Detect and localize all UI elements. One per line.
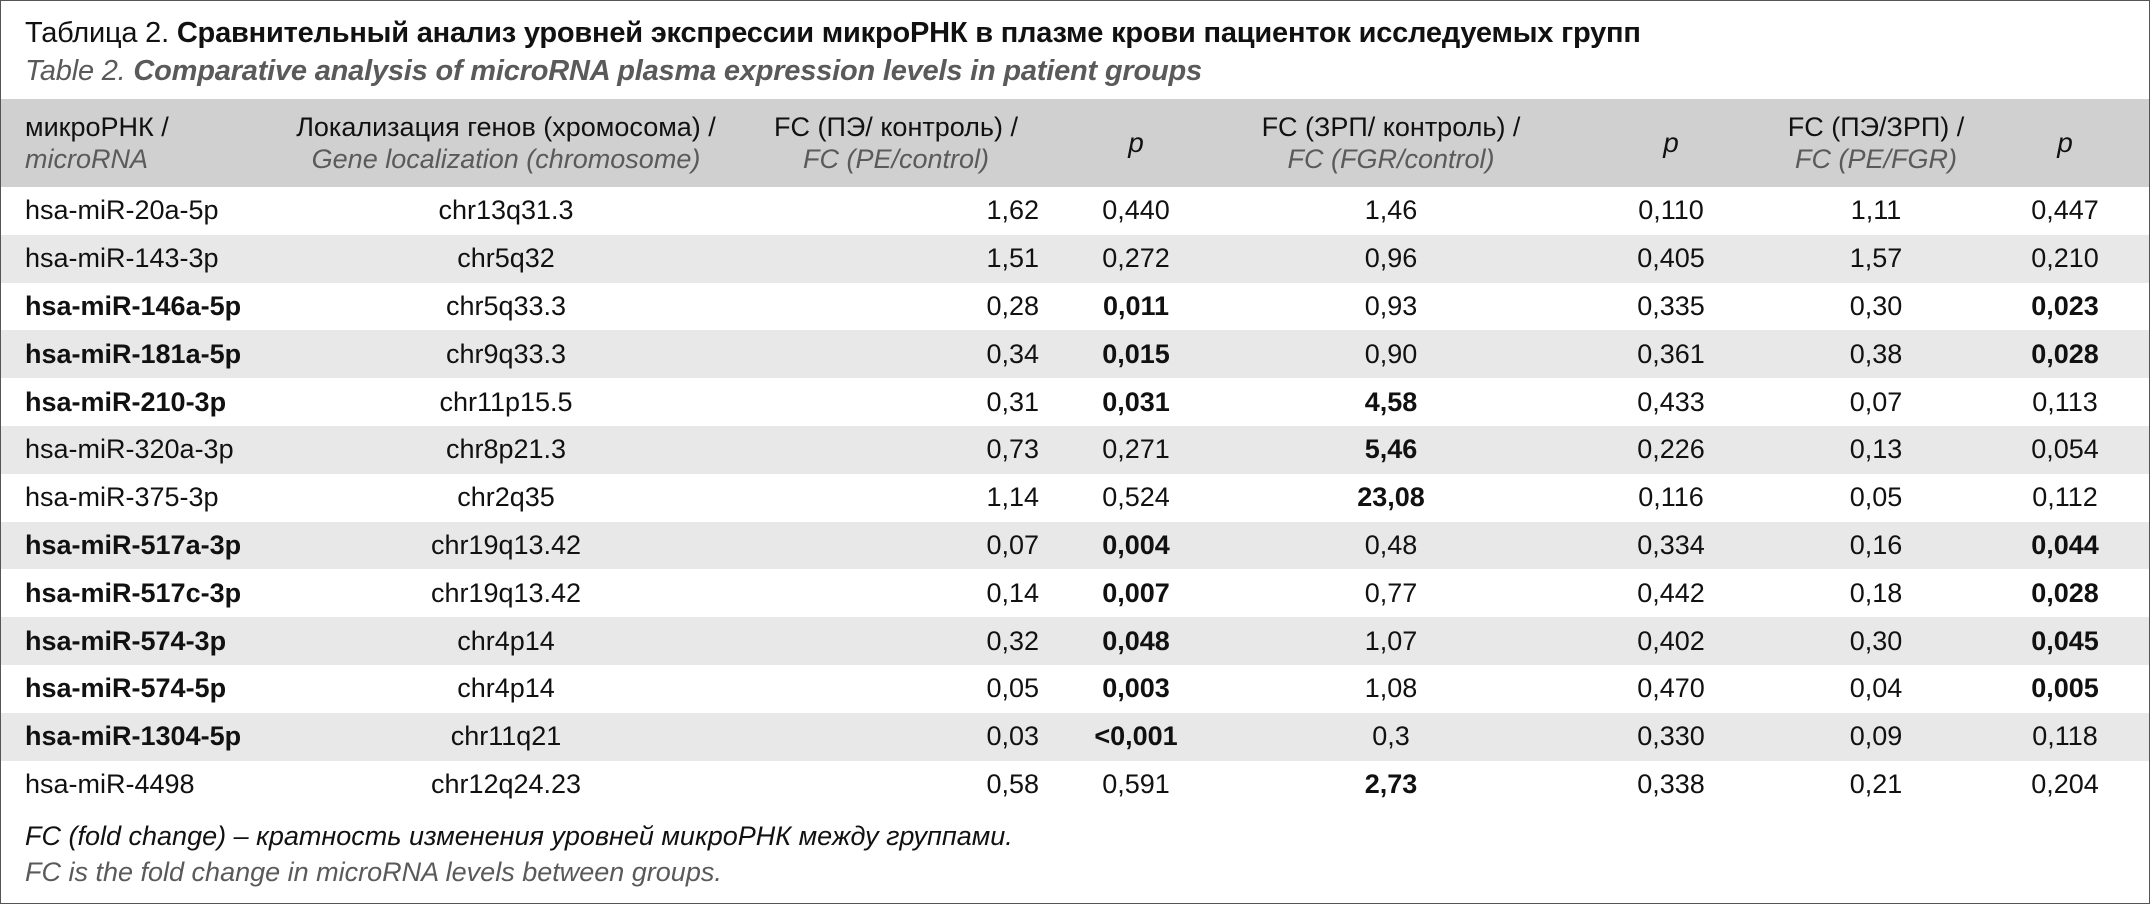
table-row	[1, 426, 2149, 474]
cell-mirna: hsa-miR-320a-3p	[25, 434, 234, 465]
cell-fc-fgr: 0,3	[1372, 721, 1410, 752]
cell-fc-pe: 0,32	[986, 625, 1039, 656]
header-localization	[281, 99, 731, 187]
cell-fc-fgr: 1,07	[1364, 625, 1418, 656]
header-p-pe	[1061, 99, 1211, 187]
cell-fc-pe: 0,03	[986, 721, 1039, 752]
table-row	[1, 235, 2149, 283]
cell-p-fgr: 0,226	[1637, 434, 1705, 465]
cell-fc-pe-fgr: 0,16	[1849, 529, 1903, 560]
cell-p-pe-fgr: 0,054	[2031, 434, 2099, 465]
cell-p-pe: 0,011	[1102, 290, 1170, 321]
header-fc-pe-control	[731, 99, 1061, 187]
cell-fc-fgr: 0,48	[1364, 529, 1418, 560]
cell-fc-pe: 0,28	[986, 290, 1039, 321]
header-fc-pe-fgr-en: FC (PE/FGR)	[1795, 144, 1957, 174]
caption-ru	[25, 15, 1641, 51]
table-row	[1, 378, 2149, 426]
header-fc-pe-control-ru: FC (ПЭ/ контроль) /	[774, 112, 1018, 142]
cell-fc-pe-fgr: 0,05	[1849, 482, 1903, 513]
cell-p-fgr: 0,334	[1637, 529, 1705, 560]
cell-p-pe-fgr: 0,118	[2032, 721, 2098, 752]
caption-ru-text: Сравнительный анализ уровней экспрессии микроРНК в плазме крови пациенток исследуемых групп	[176, 17, 1641, 49]
footnote-en: FC is the fold change in microRNA levels between groups.	[25, 857, 722, 887]
cell-p-pe-fgr: 0,447	[2031, 195, 2099, 226]
header-fc-fgr-control	[1211, 99, 1571, 187]
cell-fc-fgr: 5,46	[1364, 434, 1418, 465]
cell-localization: chr8p21.3	[445, 434, 567, 465]
header-fc-pe-control-en: FC (PE/control)	[802, 144, 990, 174]
cell-p-fgr: 0,110	[1638, 195, 1704, 226]
cell-fc-fgr: 1,08	[1364, 673, 1418, 704]
header-fc-fgr-control-en: FC (FGR/control)	[1287, 144, 1495, 174]
caption-en-number: Table 2.	[25, 55, 126, 87]
cell-fc-pe-fgr: 0,38	[1849, 338, 1903, 369]
cell-p-fgr: 0,361	[1637, 338, 1705, 369]
cell-p-fgr: 0,330	[1637, 721, 1705, 752]
cell-p-pe: 0,524	[1102, 482, 1170, 513]
cell-fc-fgr: 0,93	[1364, 290, 1418, 321]
mirna-expression-table	[1, 99, 2149, 808]
cell-mirna: hsa-miR-210-3p	[25, 386, 227, 417]
cell-p-pe: 0,003	[1102, 673, 1170, 704]
header-p-fgr-label: p	[1663, 127, 1679, 158]
table-row	[1, 713, 2149, 761]
cell-p-pe: 0,007	[1102, 577, 1170, 608]
cell-mirna: hsa-miR-4498	[25, 768, 195, 799]
table-row	[1, 474, 2149, 522]
cell-p-pe-fgr: 0,113	[2032, 386, 2098, 417]
cell-p-pe-fgr: 0,045	[2031, 625, 2099, 656]
cell-fc-pe: 1,62	[986, 195, 1039, 226]
cell-fc-pe: 0,58	[986, 768, 1039, 799]
cell-fc-pe-fgr: 0,30	[1849, 290, 1903, 321]
table-row	[1, 665, 2149, 713]
cell-mirna: hsa-miR-574-5p	[25, 673, 227, 704]
cell-mirna: hsa-miR-20a-5p	[25, 195, 219, 226]
cell-p-pe: 0,591	[1102, 768, 1170, 799]
cell-fc-fgr: 4,58	[1364, 386, 1418, 417]
cell-p-pe-fgr: 0,204	[2031, 768, 2099, 799]
table-row	[1, 617, 2149, 665]
cell-fc-pe: 0,07	[986, 529, 1039, 560]
cell-mirna: hsa-miR-517a-3p	[25, 529, 242, 560]
cell-p-fgr: 0,335	[1637, 290, 1705, 321]
cell-p-pe: 0,004	[1102, 529, 1170, 560]
cell-p-pe: 0,271	[1102, 434, 1170, 465]
cell-fc-pe-fgr: 0,18	[1849, 577, 1903, 608]
header-p-pe-fgr	[1981, 99, 2149, 187]
cell-fc-fgr: 0,90	[1364, 338, 1418, 369]
cell-p-pe-fgr: 0,028	[2031, 577, 2099, 608]
cell-fc-pe-fgr: 0,21	[1849, 768, 1903, 799]
cell-p-pe: <0,001	[1094, 721, 1178, 752]
cell-p-pe-fgr: 0,044	[2031, 529, 2099, 560]
caption-en	[25, 53, 1202, 89]
cell-p-fgr: 0,402	[1637, 625, 1705, 656]
cell-p-fgr: 0,433	[1637, 386, 1705, 417]
cell-fc-pe: 0,73	[986, 434, 1039, 465]
header-p-pe-fgr-label: p	[2057, 127, 2073, 158]
table-row	[1, 330, 2149, 378]
table-row	[1, 569, 2149, 617]
cell-p-fgr: 0,405	[1637, 243, 1705, 274]
cell-p-pe-fgr: 0,028	[2031, 338, 2099, 369]
cell-localization: chr19q13.42	[430, 529, 582, 560]
cell-p-pe-fgr: 0,112	[2032, 482, 2098, 513]
cell-localization: chr5q33.3	[445, 290, 567, 321]
cell-fc-pe: 1,51	[986, 243, 1039, 274]
cell-p-pe-fgr: 0,210	[2031, 243, 2099, 274]
caption-en-text: Comparative analysis of microRNA plasma expression levels in patient groups	[133, 55, 1202, 87]
cell-localization: chr13q31.3	[438, 195, 574, 226]
header-mirna-ru: микроРНК /	[25, 112, 169, 142]
header-p-fgr	[1571, 99, 1771, 187]
cell-localization: chr11q21	[450, 721, 562, 752]
cell-localization: chr2q35	[457, 482, 555, 513]
cell-p-pe: 0,272	[1102, 243, 1170, 274]
cell-p-fgr: 0,338	[1637, 768, 1705, 799]
cell-fc-pe: 0,34	[986, 338, 1039, 369]
table-footnote	[25, 818, 1013, 890]
header-localization-en: Gene localization (chromosome)	[311, 144, 701, 174]
cell-p-fgr: 0,116	[1638, 482, 1704, 513]
cell-localization: chr4p14	[457, 625, 555, 656]
cell-p-pe: 0,031	[1102, 386, 1170, 417]
cell-p-pe-fgr: 0,023	[2031, 290, 2099, 321]
cell-p-pe-fgr: 0,005	[2031, 673, 2099, 704]
cell-p-pe: 0,048	[1102, 625, 1170, 656]
cell-localization: chr12q24.23	[430, 768, 582, 799]
cell-fc-pe-fgr: 0,07	[1849, 386, 1903, 417]
cell-localization: chr5q32	[457, 243, 555, 274]
cell-fc-pe: 0,31	[986, 386, 1039, 417]
cell-mirna: hsa-miR-375-3p	[25, 482, 219, 513]
footnote-ru: FC (fold change) – кратность изменения уровней микроРНК между группами.	[25, 821, 1013, 851]
header-mirna-en: microRNA	[25, 144, 149, 174]
cell-fc-fgr: 23,08	[1357, 482, 1425, 513]
cell-fc-fgr: 1,46	[1364, 195, 1418, 226]
table-row	[1, 283, 2149, 331]
header-fc-pe-fgr	[1771, 99, 1981, 187]
cell-fc-pe-fgr: 0,30	[1849, 625, 1903, 656]
cell-mirna: hsa-miR-143-3p	[25, 243, 219, 274]
cell-fc-fgr: 2,73	[1364, 768, 1418, 799]
cell-fc-pe-fgr: 1,57	[1849, 243, 1903, 274]
header-mirna	[1, 99, 281, 187]
cell-mirna: hsa-miR-181a-5p	[25, 338, 242, 369]
table-header-row	[1, 99, 2149, 187]
cell-p-fgr: 0,442	[1637, 577, 1705, 608]
table-row	[1, 187, 2149, 235]
header-fc-pe-fgr-ru: FC (ПЭ/ЗРП) /	[1787, 112, 1965, 142]
cell-fc-pe: 1,14	[986, 482, 1039, 513]
cell-fc-fgr: 0,77	[1364, 577, 1418, 608]
cell-mirna: hsa-miR-574-3p	[25, 625, 227, 656]
cell-fc-pe-fgr: 0,13	[1849, 434, 1903, 465]
header-localization-ru: Локализация генов (хромосома) /	[296, 112, 716, 142]
cell-p-fgr: 0,470	[1637, 673, 1705, 704]
header-fc-fgr-control-ru: FC (ЗРП/ контроль) /	[1261, 112, 1521, 142]
table-row	[1, 522, 2149, 570]
cell-fc-pe: 0,05	[986, 673, 1039, 704]
cell-localization: chr4p14	[457, 673, 555, 704]
cell-mirna: hsa-miR-517c-3p	[25, 577, 242, 608]
cell-p-pe: 0,440	[1102, 195, 1170, 226]
cell-localization: chr11p15.5	[439, 386, 573, 417]
cell-localization: chr19q13.42	[430, 577, 582, 608]
cell-fc-pe-fgr: 1,11	[1850, 195, 1902, 226]
cell-localization: chr9q33.3	[445, 338, 567, 369]
cell-fc-fgr: 0,96	[1364, 243, 1418, 274]
cell-p-pe: 0,015	[1102, 338, 1170, 369]
cell-mirna: hsa-miR-146a-5p	[25, 290, 242, 321]
cell-mirna: hsa-miR-1304-5p	[25, 721, 242, 752]
cell-fc-pe-fgr: 0,04	[1849, 673, 1903, 704]
caption-ru-number: Таблица 2.	[25, 17, 169, 49]
cell-fc-pe-fgr: 0,09	[1849, 721, 1903, 752]
cell-fc-pe: 0,14	[986, 577, 1039, 608]
header-p-pe-label: p	[1128, 127, 1144, 158]
table-row	[1, 761, 2149, 809]
table-caption	[1, 1, 2149, 99]
